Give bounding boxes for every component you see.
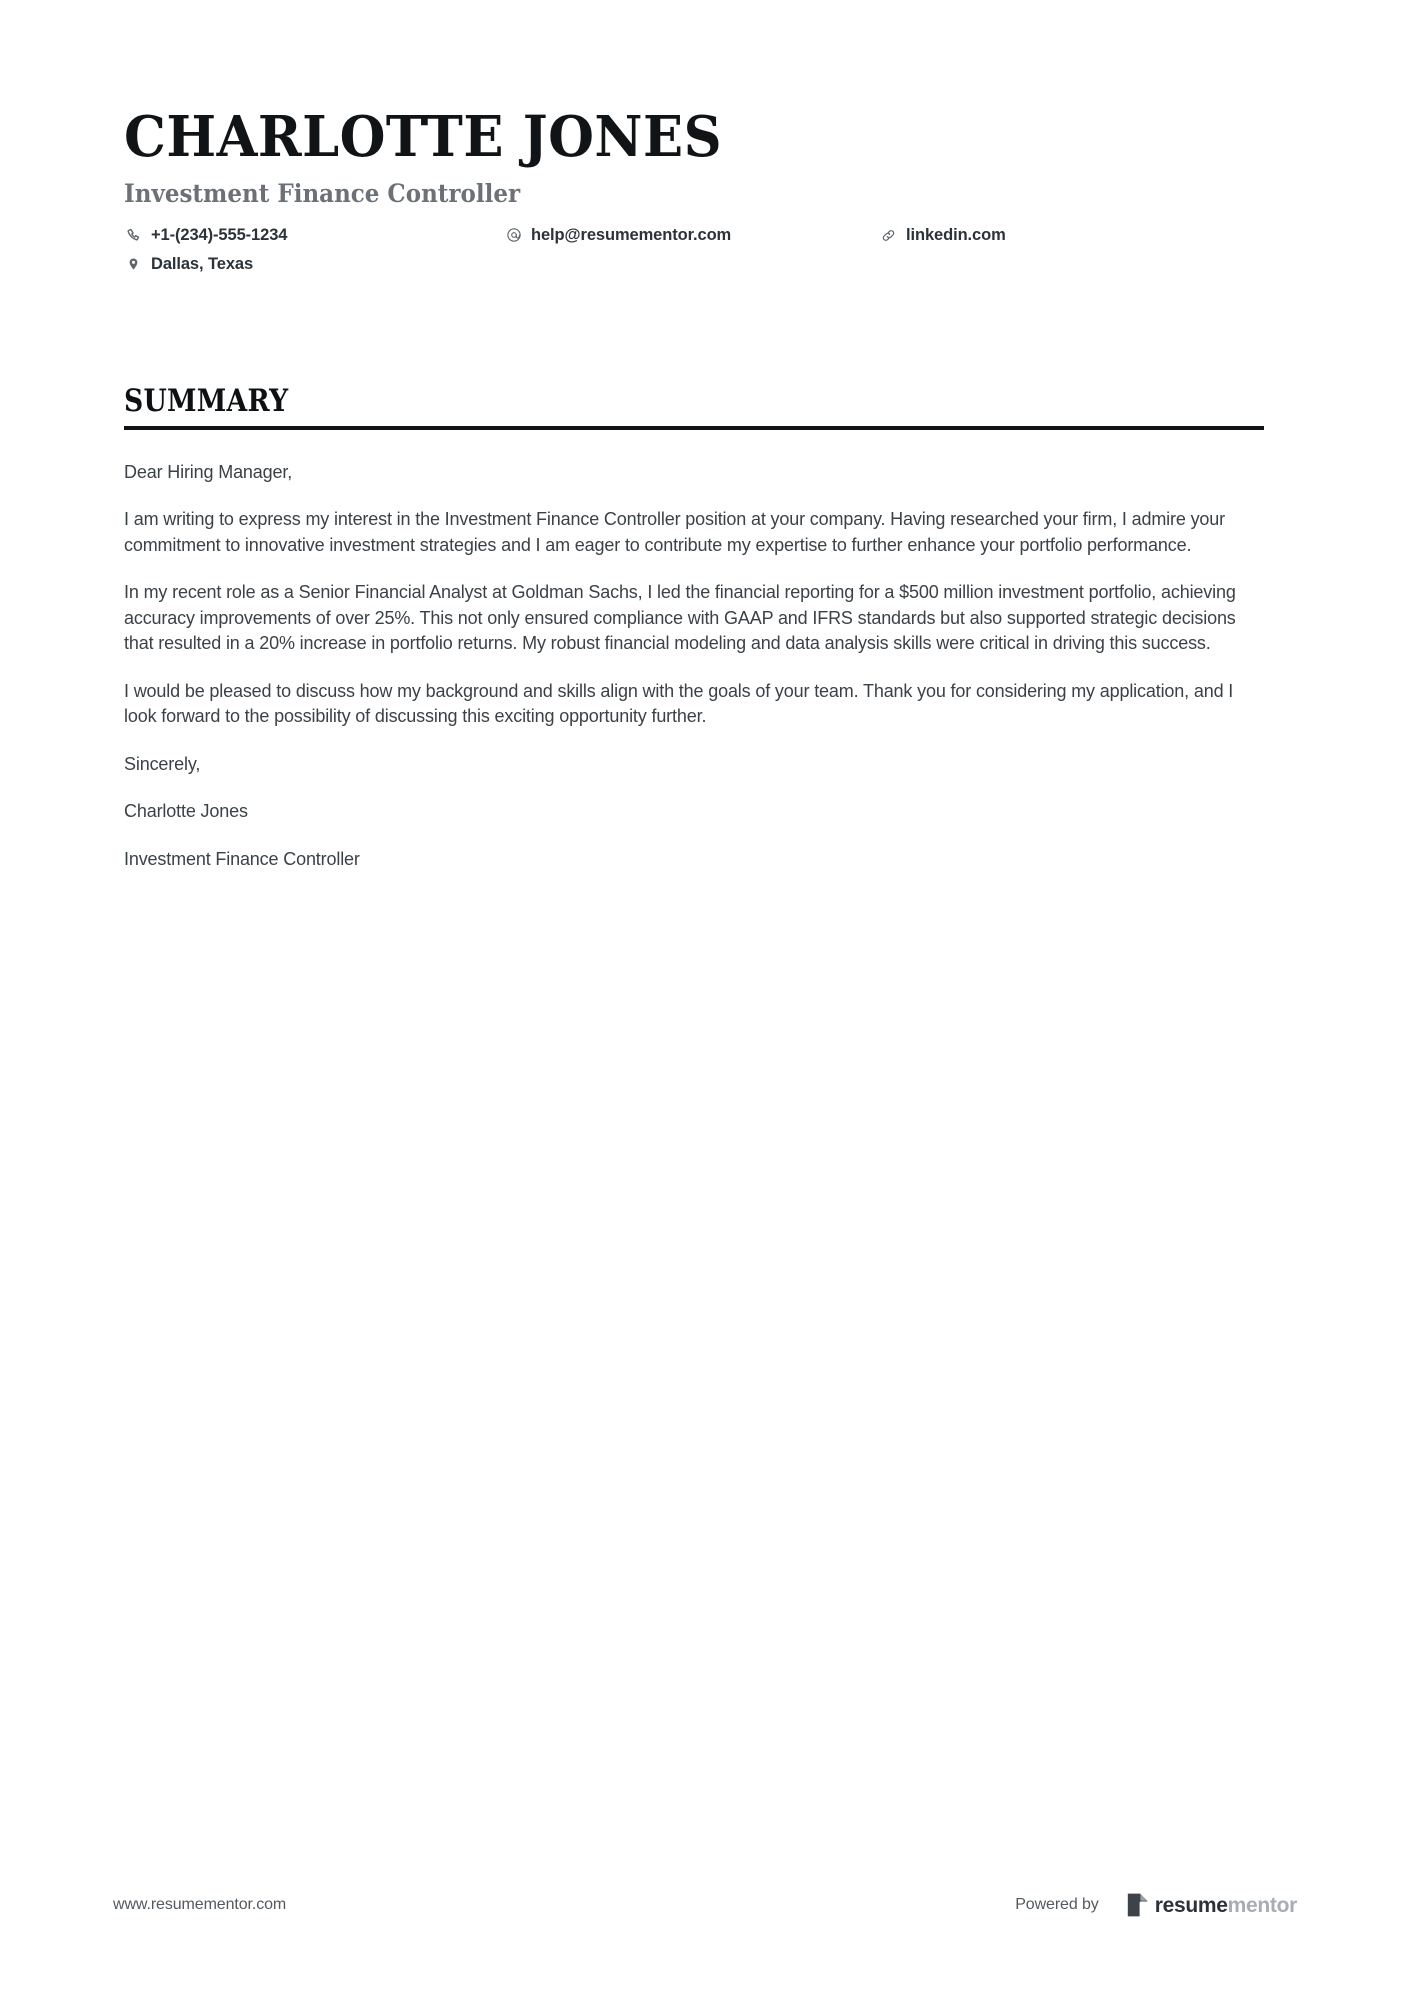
email-icon (504, 227, 523, 244)
page-footer (113, 1893, 1297, 1917)
contact-phone-label: +1-(234)-555-1234 (151, 225, 288, 244)
letter-signature-name: Charlotte Jones (124, 801, 248, 822)
contact-email-label: help@resumementor.com (531, 225, 732, 244)
summary-section (124, 385, 1264, 873)
contact-linkedin[interactable] (879, 226, 1124, 245)
contact-details (124, 226, 1124, 274)
letter-paragraph-2: In my recent role as a Senior Financial Analyst at Goldman Sachs, I led the financial reporting for a $500 million investment portfolio, achieving accuracy improvements of over 25%. This not only ensured compliance with GAAP and IFRS standards but also supported strategic decisions that resulted in a 20% increase in portfolio returns. My robust financial modeling and data analysis skills were critical in driving this success. (124, 582, 1236, 654)
letter-salutation: Dear Hiring Manager, (124, 461, 293, 482)
contact-row (124, 226, 1124, 245)
contact-location-label: Dallas, Texas (151, 254, 254, 273)
letter-signature-title: Investment Finance Controller (124, 849, 360, 870)
brand-name-primary: resume (1154, 1893, 1228, 1917)
section-heading-summary: SUMMARY (124, 383, 289, 419)
resumementor-logo-mark (1127, 1893, 1148, 1917)
page-title: CHARLOTTE JONES (124, 104, 723, 170)
footer-website-url[interactable]: www.resumementor.com (113, 1896, 287, 1913)
location-pin-icon (124, 256, 143, 273)
contact-phone[interactable] (124, 226, 504, 245)
contact-linkedin-label: linkedin.com (906, 225, 1006, 244)
link-icon (879, 227, 898, 244)
contact-row (124, 255, 1124, 274)
phone-icon (124, 227, 143, 244)
section-divider (124, 426, 1264, 430)
letter-paragraph-3: I would be pleased to discuss how my background and skills align with the goals of your team. Thank you for considering my application, and I look forward to the possibility of discussing this exciting opportunity further. (124, 680, 1234, 727)
letter-closing: Sincerely, (124, 753, 201, 774)
cover-letter-body (124, 460, 1262, 873)
footer-branding (1015, 1893, 1297, 1917)
letter-paragraph-1: I am writing to express my interest in the Investment Finance Controller position at your company. Having researched your firm, I admire your commitment to innovative investment strategies and I am eager to contribute my expertise to further enhance your portfolio performance. (124, 509, 1225, 555)
brand-name-secondary: mentor (1227, 1893, 1297, 1917)
document-header (124, 104, 1269, 274)
contact-email[interactable] (504, 226, 879, 245)
contact-location (124, 255, 504, 274)
powered-by-label: Powered by (1015, 1896, 1099, 1913)
job-title: Investment Finance Controller (124, 178, 521, 208)
resumementor-logo[interactable] (1127, 1893, 1297, 1917)
